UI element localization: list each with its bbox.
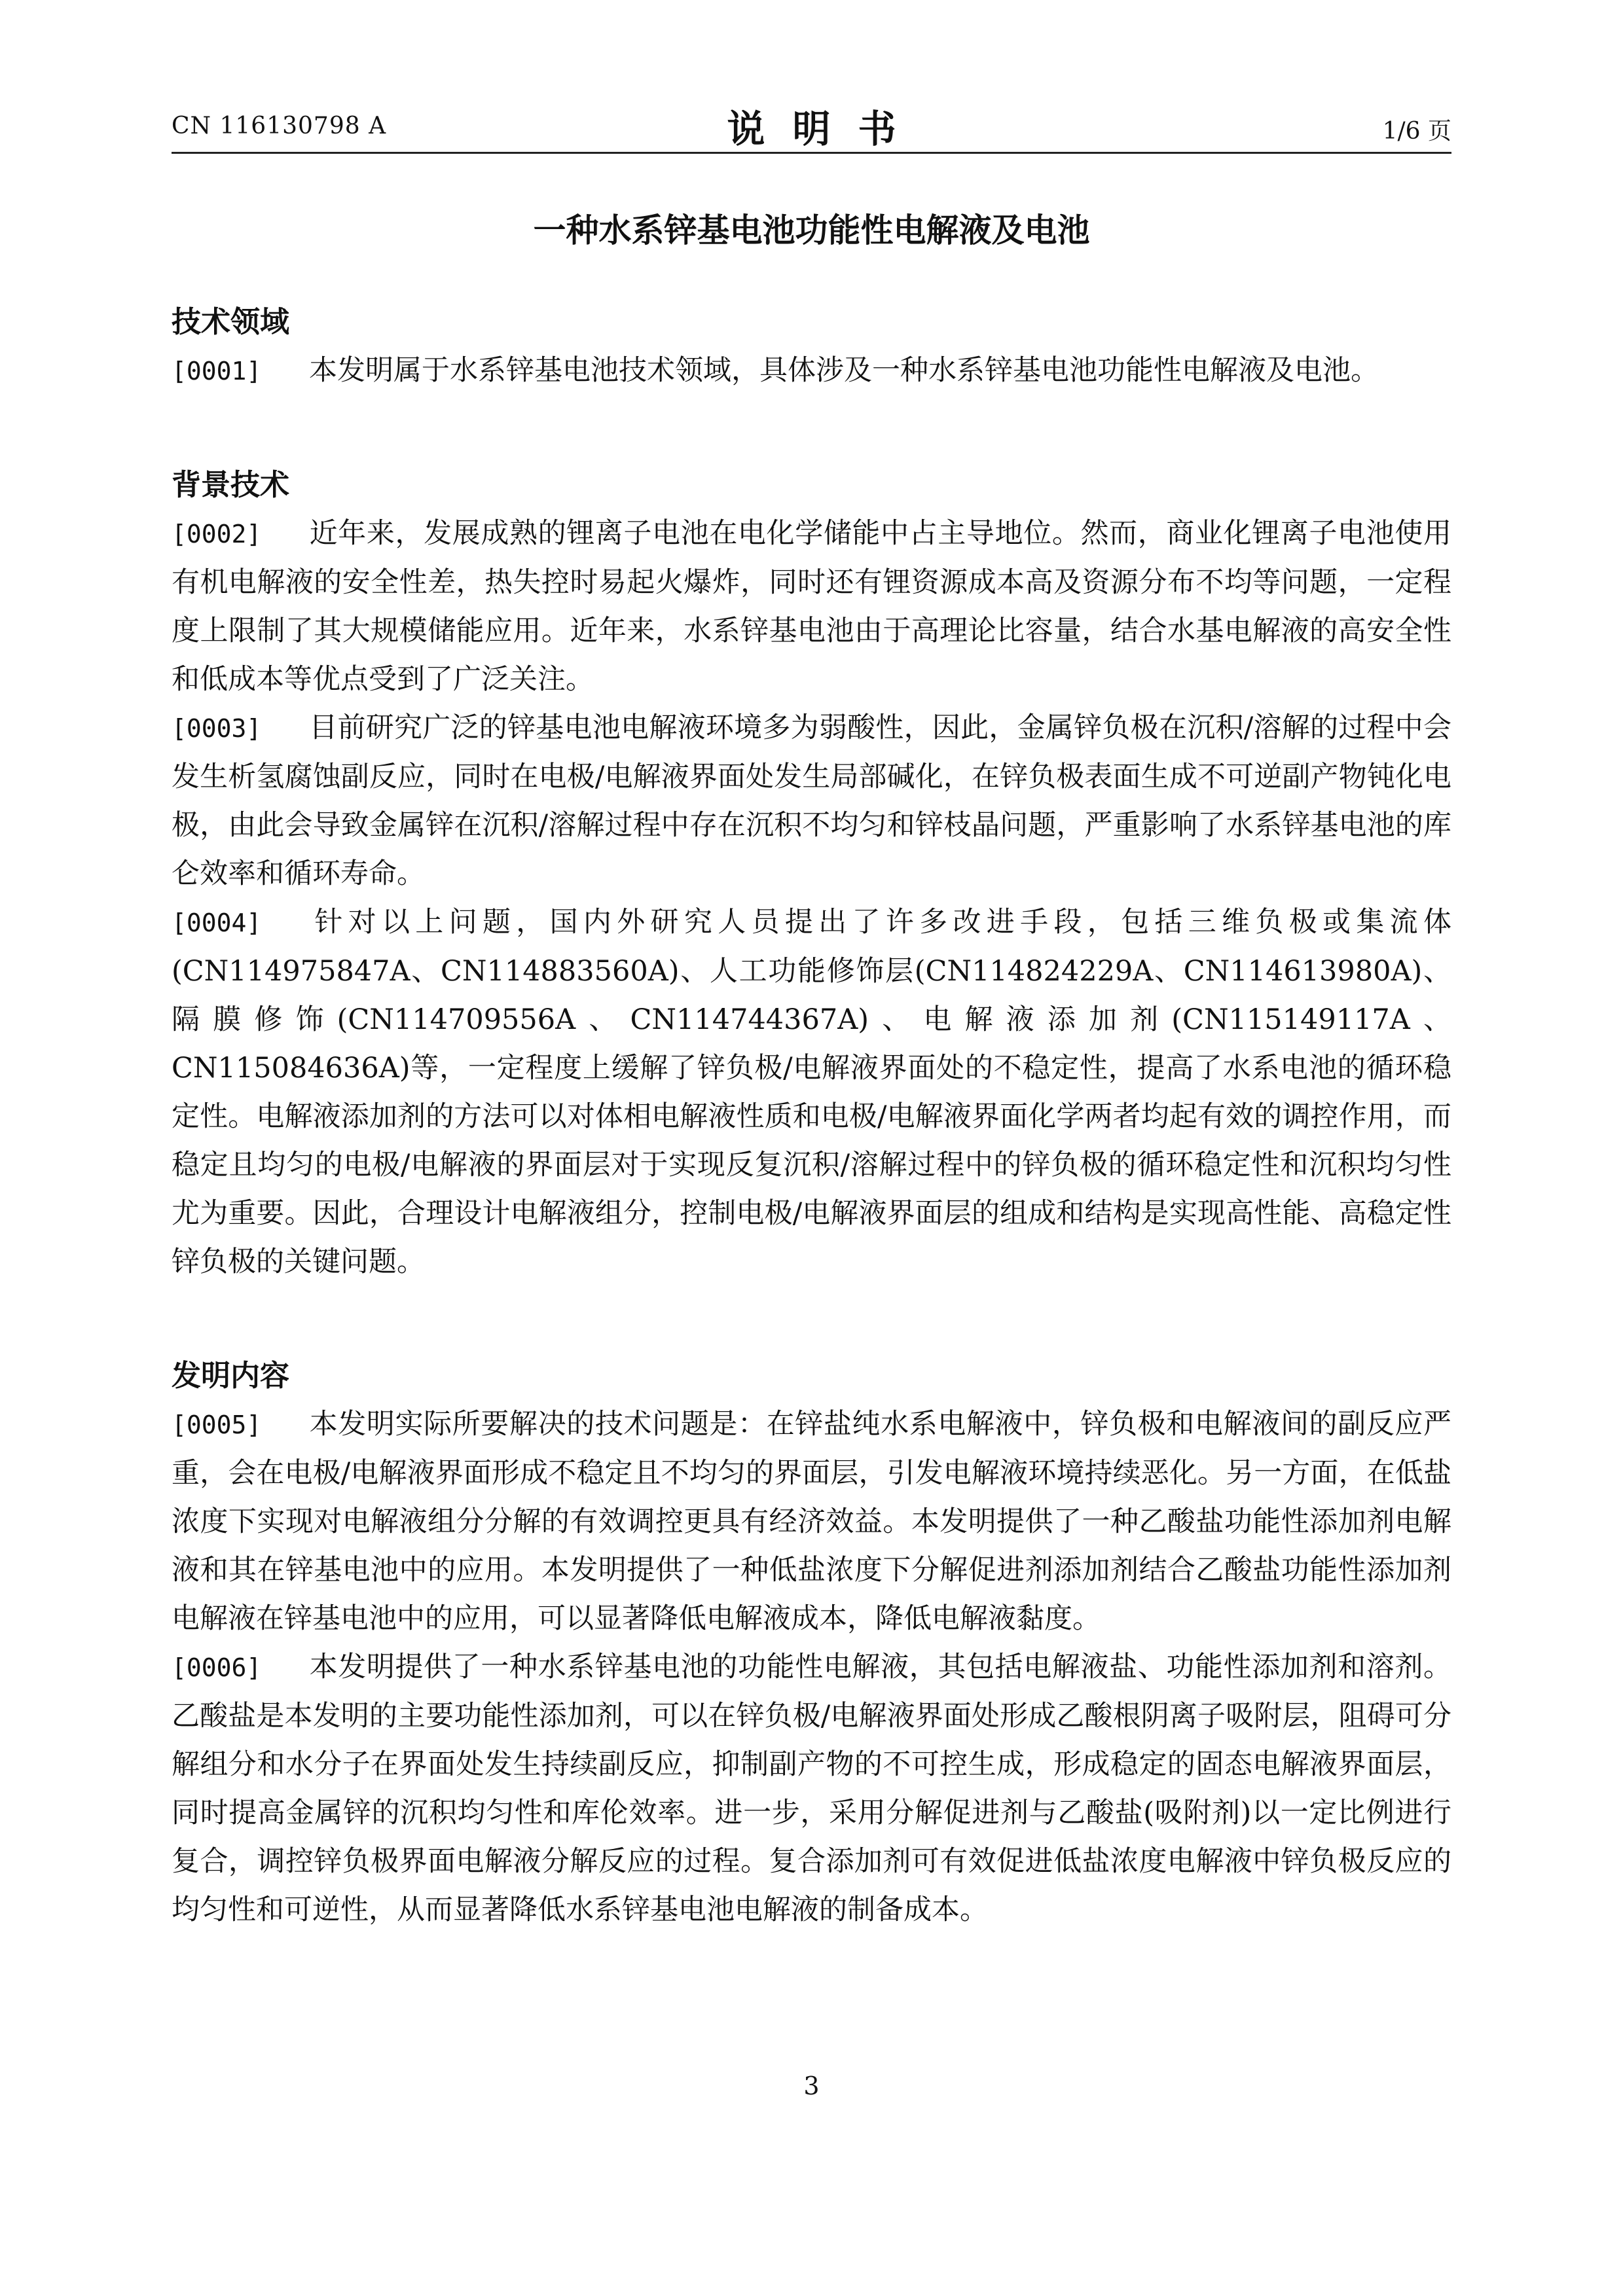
paragraph-0001 (172, 346, 1451, 395)
paragraph-number: [0003] (172, 714, 262, 743)
paragraph-number: [0001] (172, 357, 262, 386)
paragraph-text: 近年来，发展成熟的锂离子电池在电化学储能中占主导地位。然而，商业化锂离子电池使用有机电解液的安全性差，热失控时易起火爆炸，同时还有锂资源成本高及资源分布不均等问题，一定程度上限制了其大规模储能应用。近年来，水系锌基电池由于高理论比容量，结合水基电解液的高安全性和低成本等优点受到了广泛关注。 (172, 517, 1451, 696)
header-rule (172, 152, 1451, 154)
paragraph-number: [0004] (172, 908, 262, 937)
paragraph-0005 (172, 1400, 1451, 1643)
document-type: 说明书 (727, 107, 924, 151)
section-heading-background: 背景技术 (172, 467, 290, 502)
page-indicator: 1/6 页 (1382, 118, 1451, 145)
invention-title: 一种水系锌基电池功能性电解液及电池 (533, 211, 1090, 249)
section-heading-summary: 发明内容 (172, 1358, 290, 1393)
page-header (172, 98, 1451, 151)
paragraph-text: 本发明实际所要解决的技术问题是：在锌盐纯水系电解液中，锌负极和电解液间的副反应严重，会在电极/电解液界面形成不稳定且不均匀的界面层，引发电解液环境持续恶化。另一方面，在低盐浓度下实现对电解液组分分解的有效调控更具有经济效益。本发明提供了一种乙酸盐功能性添加剂电解液和其在锌基电池中的应用。本发明提供了一种低盐浓度下分解促进剂添加剂结合乙酸盐功能性添加剂电解液在锌基电池中的应用，可以显著降低电解液成本，降低电解液黏度。 (172, 1408, 1451, 1635)
paragraph-number: [0006] (172, 1653, 262, 1682)
document-body (172, 298, 1451, 1934)
page-number: 3 (803, 2072, 820, 2100)
section-gap (172, 1286, 1451, 1352)
paragraph-text: 针对以上问题，国内外研究人员提出了许多改进手段，包括三维负极或集流体(CN114975847A、CN114883560A)、人工功能修饰层(CN114824229A、CN114613980A)、隔膜修饰(CN114709556A、CN114744367A)、电解液添加剂(CN115149117A、CN115084636A)等，一定程度上缓解了锌负极/电解液界面处的不稳定性，提高了水系电池的循环稳定性。电解液添加剂的方法可以对体相电解液性质和电极/电解液界面化学两者均起有效的调控作用，而稳定且均匀的电极/电解液的界面层对于实现反复沉积/溶解过程中的锌负极的循环稳定性和沉积均匀性尤为重要。因此，合理设计电解液组分，控制电极/电解液界面层的组成和结构是实现高性能、高稳定性锌负极的关键问题。 (172, 906, 1451, 1278)
paragraph-text: 本发明提供了一种水系锌基电池的功能性电解液，其包括电解液盐、功能性添加剂和溶剂。乙酸盐是本发明的主要功能性添加剂，可以在锌负极/电解液界面处形成乙酸根阴离子吸附层，阻碍可分解组分和水分子在界面处发生持续副反应，抑制副产物的不可控生成，形成稳定的固态电解液界面层，同时提高金属锌的沉积均匀性和库伦效率。进一步，采用分解促进剂与乙酸盐(吸附剂)以一定比例进行复合，调控锌负极界面电解液分解反应的过程。复合添加剂可有效促进低盐浓度电解液中锌负极反应的均匀性和可逆性，从而显著降低水系锌基电池电解液的制备成本。 (172, 1651, 1451, 1926)
paragraph-0002 (172, 509, 1451, 704)
paragraph-number: [0002] (172, 520, 262, 548)
paragraph-number: [0005] (172, 1410, 262, 1439)
paragraph-text: 目前研究广泛的锌基电池电解液环境多为弱酸性，因此，金属锌负极在沉积/溶解的过程中会发生析氢腐蚀副反应，同时在电极/电解液界面处发生局部碱化，在锌负极表面生成不可逆副产物钝化电极，由此会导致金属锌在沉积/溶解过程中存在沉积不均匀和锌枝晶问题，严重影响了水系锌基电池的库仑效率和循环寿命。 (172, 711, 1451, 890)
paragraph-text: 本发明属于水系锌基电池技术领域，具体涉及一种水系锌基电池功能性电解液及电池。 (309, 354, 1379, 387)
section-gap (172, 395, 1451, 461)
paragraph-0003 (172, 704, 1451, 898)
paragraph-0004 (172, 898, 1451, 1286)
publication-number: CN 116130798 A (172, 113, 387, 139)
section-heading-technical-field: 技术领域 (172, 304, 290, 339)
paragraph-0006 (172, 1643, 1451, 1934)
